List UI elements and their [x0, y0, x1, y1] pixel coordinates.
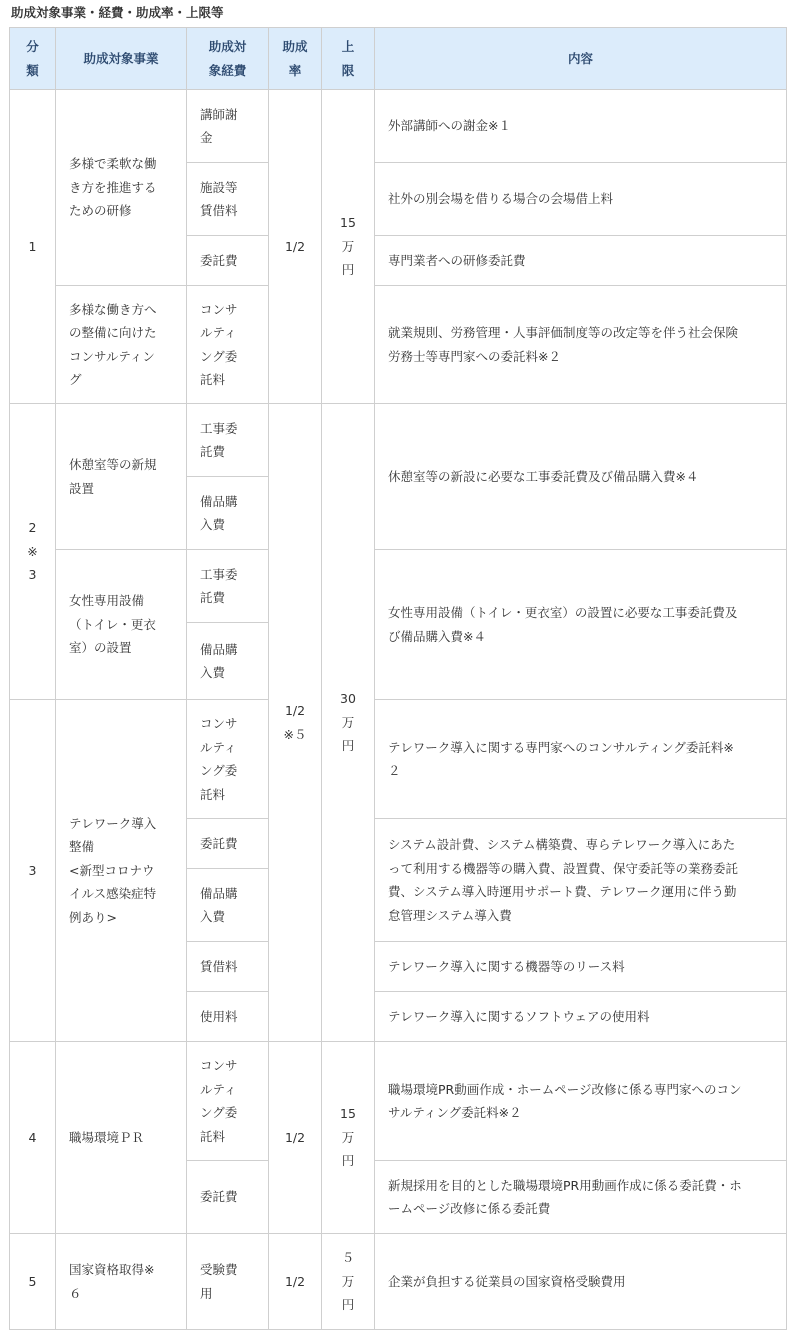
cell-text-line: 円 [341, 1153, 355, 1169]
content-cell: 外部講師への謝金※１ [375, 90, 787, 163]
cell-text-line: 限 [341, 62, 355, 78]
table-row [10, 1234, 787, 1330]
cell-text-line: 国家資格取得※ [69, 1262, 155, 1277]
cell-text-line: コンサ [200, 301, 238, 317]
limit-cell [322, 1234, 375, 1330]
cell-text-line: ルティ [200, 1081, 237, 1097]
cell-text-line: テレワーク導入に関する専門家へのコンサルティング委託料※ [388, 739, 734, 755]
header-category [10, 28, 56, 90]
category-cell: 4 [10, 1042, 56, 1234]
cell-text-line: 休憩室等の新規 [69, 457, 157, 472]
content-cell: 専門業者への研修委託費 [375, 236, 787, 286]
content-cell [375, 286, 787, 404]
rate-cell: 1/2 [269, 1234, 322, 1330]
content-cell: 休憩室等の新設に必要な工事委託費及び備品購入費※４ [375, 404, 787, 550]
content-cell: テレワーク導入に関するソフトウェアの使用料 [375, 992, 787, 1042]
rate-cell [269, 404, 322, 1042]
cell-text-line: 助成対 [208, 39, 247, 54]
page-title: 助成対象事業・経費・助成率・上限等 [11, 5, 224, 20]
cell-text-line: 入費 [200, 909, 226, 924]
expense-cell [187, 550, 269, 623]
cell-text-line: 設置 [69, 480, 95, 496]
project-cell [56, 286, 187, 404]
content-cell [375, 1042, 787, 1161]
content-cell [375, 1161, 787, 1234]
expense-cell [187, 286, 269, 404]
content-cell: 企業が負担する従業員の国家資格受験費用 [375, 1234, 787, 1330]
cell-text-line: 万 [341, 1129, 355, 1145]
cell-text-line: ２ [388, 763, 401, 778]
project-cell [56, 90, 187, 286]
cell-text-line: 円 [341, 738, 355, 754]
cell-text-line: び備品購入費※４ [388, 628, 486, 644]
limit-cell [322, 90, 375, 404]
expense-cell [187, 869, 269, 942]
category-cell: 1 [10, 90, 56, 404]
cell-text-line: 託料 [200, 1128, 226, 1144]
table-row [10, 90, 787, 163]
cell-text-line: ための研修 [69, 203, 132, 219]
cell-text-line: ルティ [200, 739, 237, 755]
category-cell: 3 [10, 700, 56, 1042]
cell-text-line: 多様な働き方へ [69, 301, 157, 317]
cell-text-line: 入費 [200, 517, 226, 532]
cell-text-line: 労務士等専門家への委託料※２ [388, 348, 561, 364]
table-row [10, 286, 787, 404]
cell-text-line: 多様で柔軟な働 [69, 156, 157, 172]
header-project: 助成対象事業 [56, 28, 187, 90]
project-cell [56, 1234, 187, 1330]
cell-text-line: 室）の設置 [69, 640, 132, 656]
cell-text-line: の整備に向けた [69, 325, 157, 340]
cell-text-line: 上 [341, 39, 355, 54]
cell-text-line: 用 [200, 1285, 213, 1301]
cell-text-line: き方を推進する [69, 179, 157, 195]
cell-text-line: ５ [341, 1250, 355, 1266]
cell-text-line: ームページ改修に係る委託費 [388, 1201, 551, 1216]
cell-text-line: システム設計費、システム構築費、専らテレワーク導入にあた [388, 837, 736, 852]
cell-text-line: 円 [341, 262, 355, 278]
cell-text-line: 2 [28, 520, 37, 536]
cell-text-line: 講師謝 [200, 106, 238, 122]
cell-text-line: グ [69, 372, 82, 387]
cell-text-line: 施設等 [200, 179, 238, 195]
cell-text-line: 万 [341, 714, 355, 730]
cell-text-line: 託費 [200, 590, 226, 605]
cell-text-line: 15 [340, 1106, 356, 1122]
cell-text-line: 例あり> [69, 909, 117, 925]
cell-text-line: 分 [26, 39, 39, 54]
cell-text-line: 女性専用設備（トイレ・更衣室）の設置に必要な工事委託費及 [388, 605, 738, 620]
table-header-row [10, 28, 787, 90]
limit-cell [322, 1042, 375, 1234]
header-content: 内容 [375, 28, 787, 90]
content-cell [375, 550, 787, 700]
cell-text-line: 助成 [282, 39, 308, 54]
cell-text-line: 新規採用を目的とした職場環境PR用動画作成に係る委託費・ホ [388, 1177, 742, 1193]
cell-text-line: 備品購 [200, 641, 238, 657]
cell-text-line: ング委 [200, 763, 238, 778]
cell-text-line: ※５ [283, 726, 307, 742]
expense-cell [187, 477, 269, 550]
cell-text-line: コンサ [200, 1058, 238, 1073]
cell-text-line: 備品購 [200, 885, 238, 901]
content-cell [375, 819, 787, 942]
cell-text-line: 怠管理システム導入費 [388, 907, 512, 923]
project-cell: 職場環境ＰＲ [56, 1042, 187, 1234]
cell-text-line: 託料 [200, 786, 226, 802]
cell-text-line: 15 [340, 215, 356, 231]
cell-text-line: イルス感染症特 [69, 886, 157, 902]
content-cell: テレワーク導入に関する機器等のリース料 [375, 942, 787, 992]
cell-text-line: 職場環境PR動画作成・ホームページ改修に係る専門家へのコン [388, 1081, 742, 1097]
cell-text-line: 女性専用設備 [69, 593, 145, 609]
rate-cell: 1/2 [269, 1042, 322, 1234]
subsidy-table [9, 27, 787, 1330]
cell-text-line: コンサルティン [69, 348, 155, 364]
cell-text-line: 30 [340, 691, 356, 707]
cell-text-line: 託費 [200, 444, 226, 459]
cell-text-line: ング委 [200, 1105, 238, 1120]
rate-cell: 1/2 [269, 90, 322, 404]
cell-text-line: ング委 [200, 348, 238, 364]
project-cell [56, 550, 187, 700]
cell-text-line: （トイレ・更衣 [69, 616, 156, 632]
cell-text-line: ６ [69, 1285, 82, 1301]
project-cell [56, 404, 187, 550]
cell-text-line: 工事委 [200, 420, 238, 436]
content-cell: 社外の別会場を借りる場合の会場借上料 [375, 163, 787, 236]
cell-text-line: ルティ [200, 325, 237, 340]
cell-text-line: 工事委 [200, 566, 238, 582]
expense-cell: 委託費 [187, 819, 269, 869]
cell-text-line: 就業規則、労務管理・人事評価制度等の改定等を伴う社会保険 [388, 325, 739, 340]
table-row [10, 550, 787, 623]
cell-text-line: コンサ [200, 716, 238, 731]
expense-cell: 委託費 [187, 236, 269, 286]
expense-cell [187, 90, 269, 163]
expense-cell [187, 1042, 269, 1161]
cell-text-line: 入費 [200, 665, 226, 680]
cell-text-line: 金 [200, 130, 213, 145]
expense-cell [187, 163, 269, 236]
expense-cell [187, 700, 269, 819]
cell-text-line: <新型コロナウ [69, 862, 155, 878]
expense-cell [187, 1234, 269, 1330]
expense-cell: 使用料 [187, 992, 269, 1042]
header-rate [269, 28, 322, 90]
limit-cell [322, 404, 375, 1042]
content-cell [375, 700, 787, 819]
cell-text-line: 費、システム導入時運用サポート費、テレワーク運用に伴う勤 [388, 884, 737, 899]
cell-text-line: 1/2 [284, 703, 306, 718]
cell-text-line: 受験費 [200, 1262, 238, 1277]
header-limit [322, 28, 375, 90]
cell-text-line: 万 [341, 1273, 355, 1289]
cell-text-line: 備品購 [200, 493, 238, 509]
cell-text-line: サルティング委託料※２ [388, 1105, 522, 1120]
cell-text-line: 円 [341, 1297, 355, 1313]
table-row [10, 404, 787, 477]
expense-cell [187, 623, 269, 700]
cell-text-line: 率 [288, 62, 302, 78]
cell-text-line: 整備 [69, 839, 95, 855]
cell-text-line: ※ [27, 543, 38, 559]
table-row [10, 700, 787, 819]
header-expense [187, 28, 269, 90]
table-row [10, 1042, 787, 1161]
category-cell [10, 404, 56, 700]
cell-text-line: 象経費 [208, 62, 247, 78]
cell-text-line: テレワーク導入 [69, 815, 157, 831]
category-cell: 5 [10, 1234, 56, 1330]
cell-text-line: 3 [28, 567, 37, 583]
cell-text-line: 類 [26, 62, 39, 78]
expense-cell: 委託費 [187, 1161, 269, 1234]
expense-cell: 賃借料 [187, 942, 269, 992]
cell-text-line: 託料 [200, 372, 226, 387]
project-cell [56, 700, 187, 1042]
cell-text-line: 万 [341, 238, 355, 254]
cell-text-line: って利用する機器等の購入費、設置費、保守委託等の業務委託 [388, 860, 739, 876]
cell-text-line: 賃借料 [200, 203, 238, 218]
expense-cell [187, 404, 269, 477]
